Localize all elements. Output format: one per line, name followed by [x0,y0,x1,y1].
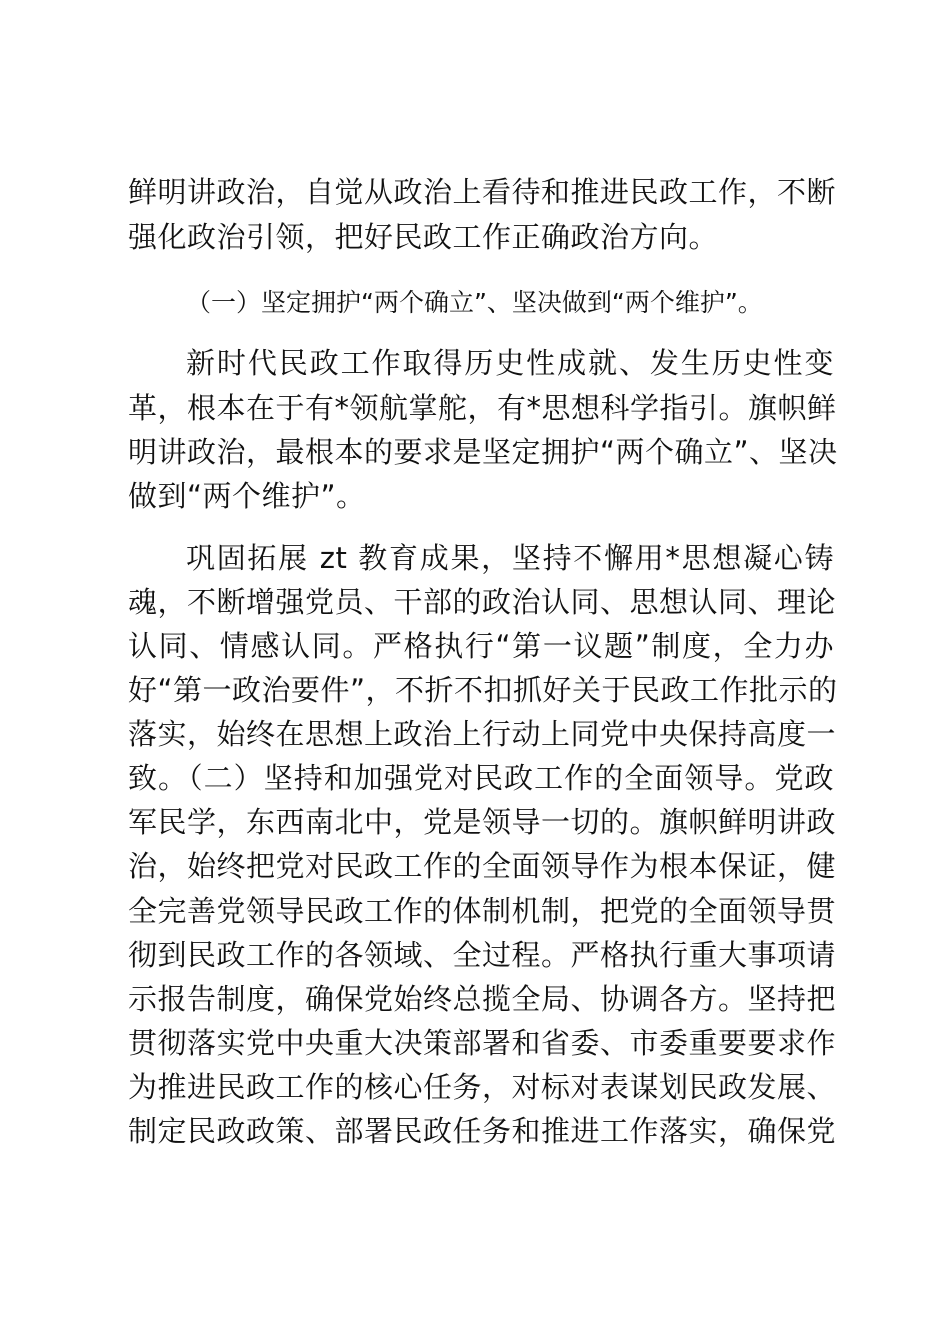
text-line: 巩固拓展 zt 教育成果，坚持不懈用*思想凝心铸 [186,541,834,575]
text-line: 贯彻落实党中央重大决策部署和省委、市委重要要求作 [128,1026,837,1060]
text-line: 好“第一政治要件”，不折不扣抓好关于民政工作批示的 [128,673,838,707]
text-line: 认同、情感认同。严格执行“第一议题”制度，全力办 [128,629,834,663]
text-line: 鲜明讲政治，自觉从政治上看待和推进民政工作，不断 [128,175,837,209]
text-line: 做到“两个维护”。 [128,479,366,513]
text-line: 治，始终把党对民政工作的全面领导作为根本保证，健 [128,849,837,883]
text-line: 致。（二）坚持和加强党对民政工作的全面领导。党政 [128,761,834,795]
text-line: 强化政治引领，把好民政工作正确政治方向。 [128,220,719,254]
section-heading: （一）坚定拥护“两个确立”、坚决做到“两个维护”。 [186,288,763,317]
text-line: 彻到民政工作的各领域、全过程。严格执行重大事项请 [128,938,837,972]
text-line: 新时代民政工作取得历史性成就、发生历史性变 [186,346,834,380]
text-line: 军民学，东西南北中，党是领导一切的。旗帜鲜明讲政 [128,805,837,839]
text-line: 示报告制度，确保党始终总揽全局、协调各方。坚持把 [128,982,837,1016]
text-line: 制定民政政策、部署民政任务和推进工作落实，确保党 [128,1114,837,1148]
text-line: 明讲政治，最根本的要求是坚定拥护“两个确立”、坚决 [128,435,838,469]
text-line: 全完善党领导民政工作的体制机制，把党的全面领导贯 [128,894,837,928]
text-line: 魂，不断增强党员、干部的政治认同、思想认同、理论 [128,585,837,619]
text-line: 革，根本在于有*领航掌舵，有*思想科学指引。旗帜鲜 [128,391,837,425]
text-line: 为推进民政工作的核心任务，对标对表谋划民政发展、 [128,1070,837,1104]
text-line: 落实，始终在思想上政治上行动上同党中央保持高度一 [128,717,837,751]
